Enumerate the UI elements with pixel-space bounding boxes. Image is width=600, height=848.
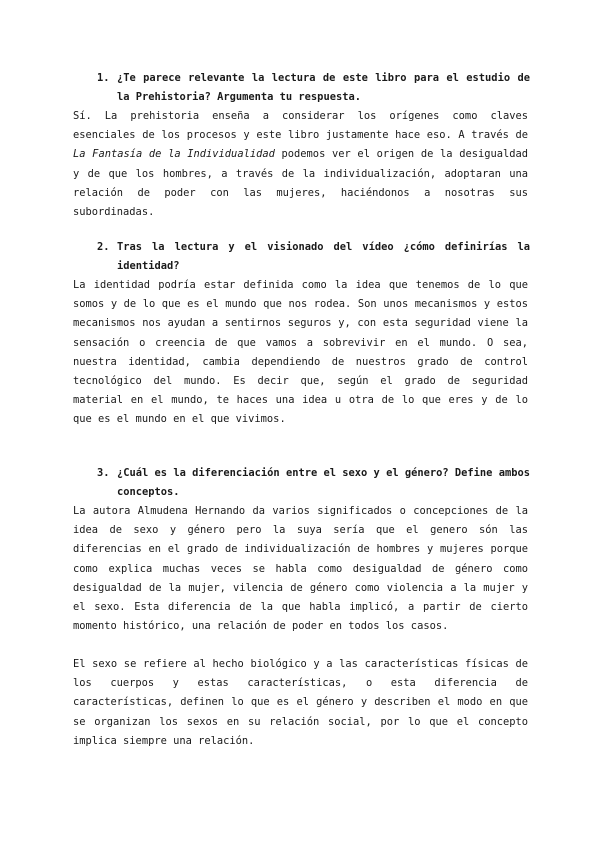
answer-1 xyxy=(73,107,528,222)
answer-2: La identidad podría estar definida como la idea que tenemos de lo que somos y de lo que es el mundo que nos rodea. Son unos mecanismos y estos mecanismos nos ayudan a sentirnos seguros y, con esta seguridad viene la sensación o creencia de que vamos a sobrevivir en el mundo. O sea, nuestra identidad, cambia dependiendo de nuestros grado de control tecnológico del mundo. Es decir que, según el grado de seguridad material en el mundo, te haces una idea u otra de lo que eres y de lo que es el mundo en el que vivimos. xyxy=(73,279,528,426)
answer-3-continued: El sexo se refiere al hecho biológico y a las características físicas de los cuerpos y estas características, o esta diferencia de características, definen lo que es el género y describen el modo en que se organizan los sexos en su relación social, por lo que el concepto implica siempre una relación. xyxy=(73,658,528,747)
question-number: 1. xyxy=(97,72,110,84)
question-text: Tras la lectura y el visionado del vídeo ¿cómo definirías la identidad? xyxy=(117,241,530,272)
question-3 xyxy=(98,464,530,502)
answer-text: Sí. La prehistoria enseña a considerar los orígenes como claves esenciales de los procesos y este libro justamente hace eso. A través de xyxy=(73,110,528,142)
question-text: ¿Cuál es la diferenciación entre el sexo y el género? Define ambos conceptos. xyxy=(117,467,530,498)
question-text: ¿Te parece relevante la lectura de este libro para el estudio de la Prehistoria? Argumenta tu respuesta. xyxy=(117,72,530,103)
question-number: 2. xyxy=(97,241,110,253)
question-1 xyxy=(98,69,530,107)
book-title: La Fantasía de la Individualidad xyxy=(73,148,275,161)
answer-text: podemos ver el origen de la desigualdad y de que los hombres, a través de la individualización, adoptaran una relación de poder con las mujeres, haciéndonos a nosotras sus subordinadas. xyxy=(73,148,529,219)
question-2 xyxy=(98,238,530,276)
question-number: 3. xyxy=(97,467,110,479)
answer-3: La autora Almudena Hernando da varios significados o concepciones de la idea de sexo y género pero la suya sería que el genero són las diferencias en el grado de individualización de hombres y mujeres porque como explica muchas veces se habla como desigualdad de género como desigualdad de la mujer, vilencia de género como violencia a la mujer y el sexo. Esta diferencia de la que habla implicó, a partir de cierto momento histórico, una relación de poder en todos los casos. xyxy=(73,505,528,633)
